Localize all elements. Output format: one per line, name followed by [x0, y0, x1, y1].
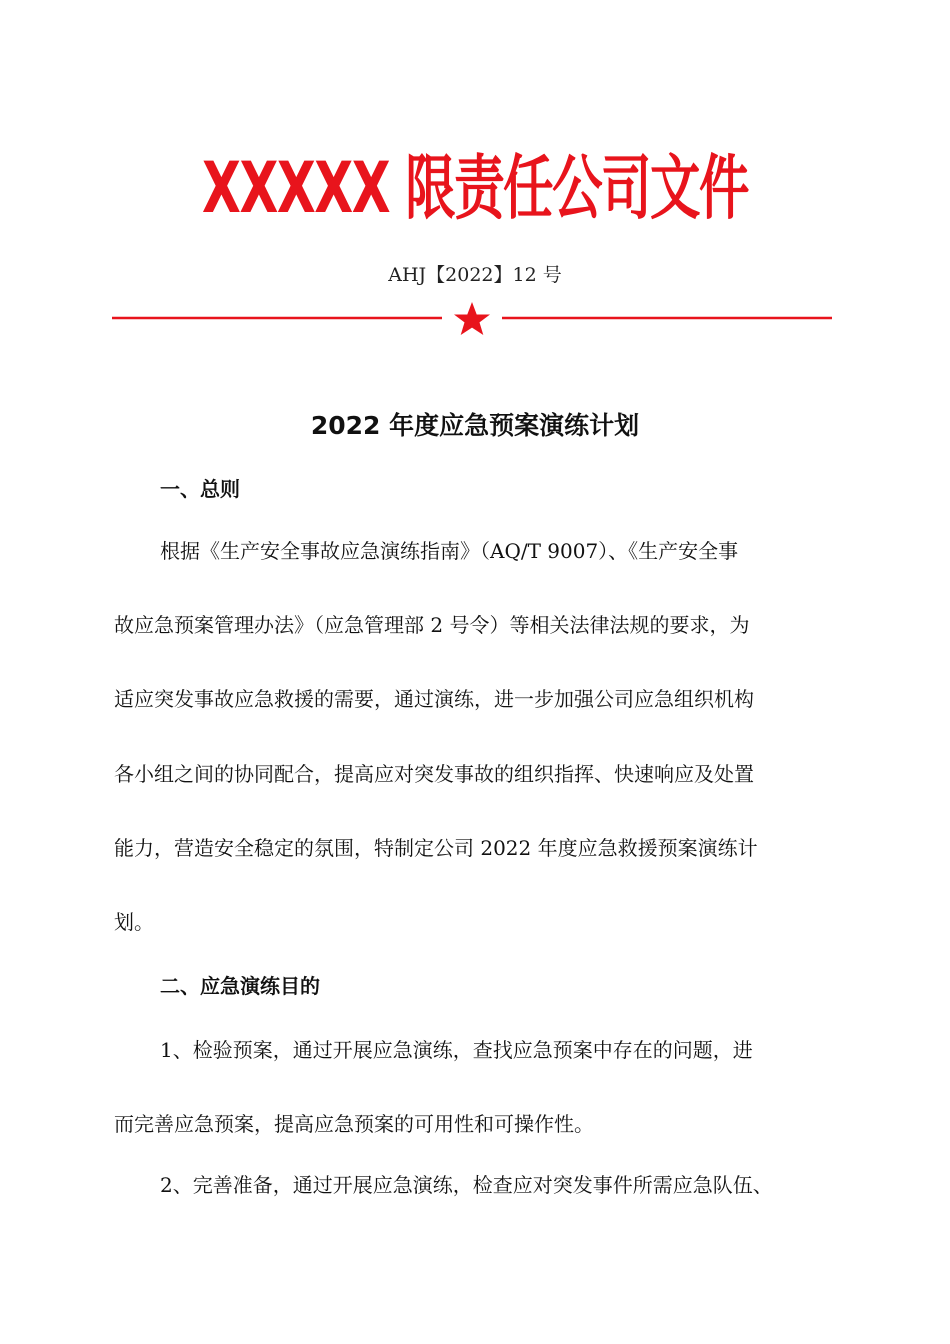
paragraph-line: 各小组之间的协同配合，提高应对突发事故的组织指挥、快速响应及处置	[114, 762, 754, 786]
plan-title: 2022 年度应急预案演练计划	[310, 411, 640, 440]
paragraph-line: 适应突发事故应急救援的需要，通过演练，进一步加强公司应急组织机构	[114, 687, 754, 711]
section-heading-purpose: 二、应急演练目的	[160, 974, 320, 998]
paragraph-line: 故应急预案管理办法》（应急管理部 2 号令）等相关法律法规的要求，为	[114, 613, 750, 637]
paragraph-line: 根据《生产安全事故应急演练指南》（AQ/T 9007）、《生产安全事	[160, 539, 739, 563]
red-divider-with-star	[112, 300, 832, 340]
section-heading-general: 一、总则	[160, 477, 240, 501]
paragraph-line: 1、检验预案，通过开展应急演练，查找应急预案中存在的问题，进	[160, 1038, 753, 1062]
star-icon	[454, 302, 490, 335]
company-document-header: XXXXX 限责任公司文件	[202, 147, 748, 229]
paragraph-line: 2、完善准备，通过开展应急演练，检查应对突发事件所需应急队伍、	[160, 1173, 773, 1197]
paragraph-line: 能力，营造安全稳定的氛围，特制定公司 2022 年度应急救援预案演练计	[114, 836, 758, 860]
paragraph-line: 而完善应急预案，提高应急预案的可用性和可操作性。	[114, 1112, 594, 1136]
paragraph-line: 划。	[114, 910, 154, 934]
document-number: AHJ【2022】12 号	[388, 264, 562, 286]
